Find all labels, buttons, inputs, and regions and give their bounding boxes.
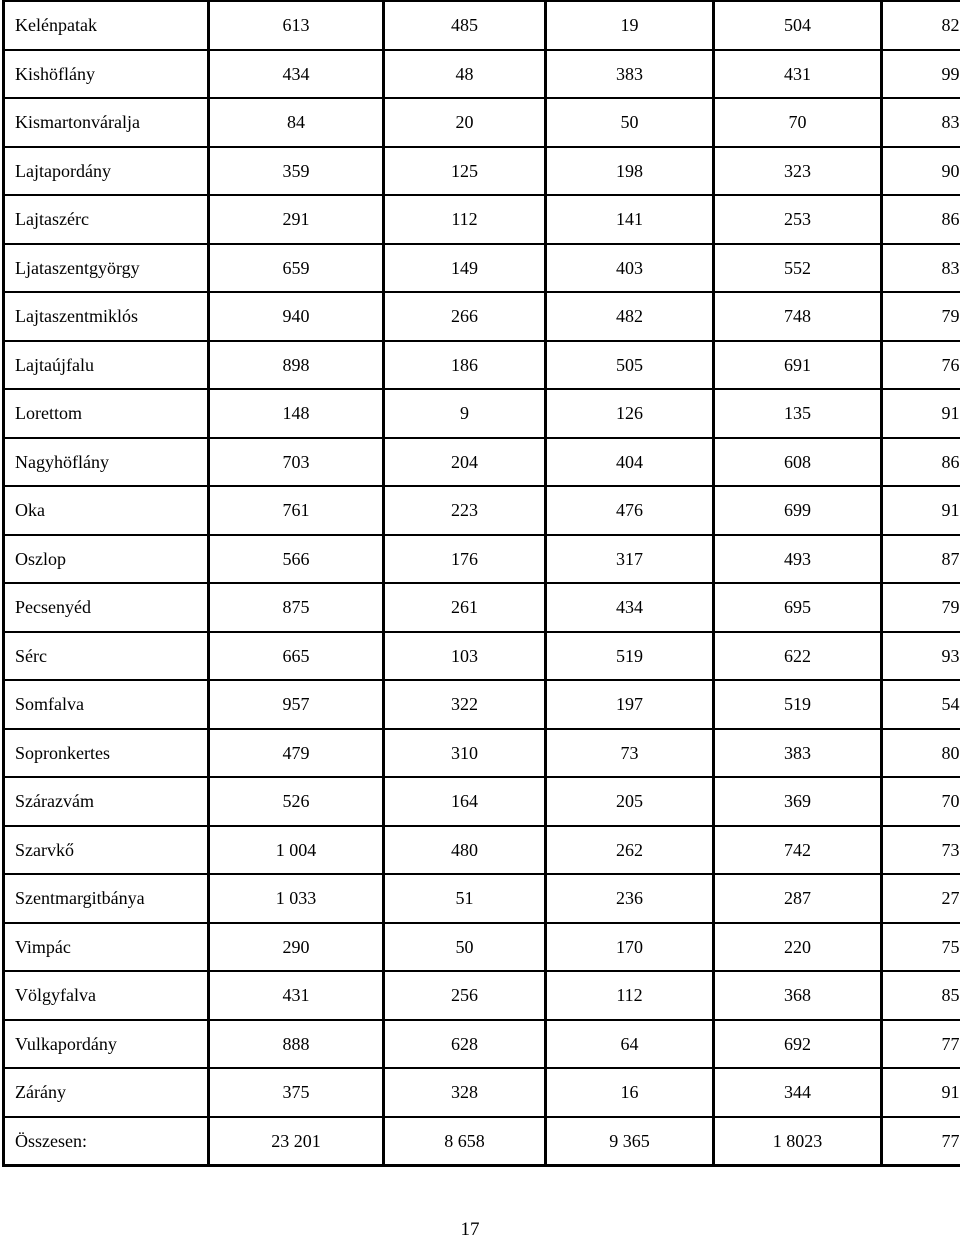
value-col-5-cell: 79	[882, 583, 960, 632]
value-col-3-cell: 505	[546, 341, 714, 390]
value-col-4-cell: 383	[714, 729, 882, 778]
value-col-1-cell: 940	[209, 292, 384, 341]
value-col-3-cell: 482	[546, 292, 714, 341]
value-col-1-cell: 665	[209, 632, 384, 681]
value-col-2-cell: 51	[384, 874, 546, 923]
settlement-name-cell: Nagyhöflány	[4, 438, 209, 487]
settlement-name-cell: Szárazvám	[4, 777, 209, 826]
settlement-name-cell: Lajtaszentmiklós	[4, 292, 209, 341]
value-col-3-cell: 141	[546, 195, 714, 244]
value-col-3-cell: 205	[546, 777, 714, 826]
value-col-1-cell: 148	[209, 389, 384, 438]
table-row	[4, 1020, 960, 1069]
value-col-4-cell: 135	[714, 389, 882, 438]
value-col-4-cell: 70	[714, 98, 882, 147]
value-col-1-cell: 1 033	[209, 874, 384, 923]
table-body	[4, 1, 960, 1166]
value-col-1-cell: 291	[209, 195, 384, 244]
table-row	[4, 583, 960, 632]
value-col-5-cell: 70	[882, 777, 960, 826]
value-col-2-cell: 20	[384, 98, 546, 147]
value-col-3-cell: 262	[546, 826, 714, 875]
value-col-1-cell: 898	[209, 341, 384, 390]
table-row	[4, 729, 960, 778]
settlement-name-cell: Szarvkő	[4, 826, 209, 875]
value-col-3-cell: 9 365	[546, 1117, 714, 1166]
value-col-1-cell: 431	[209, 971, 384, 1020]
value-col-2-cell: 261	[384, 583, 546, 632]
value-col-5-cell: 86	[882, 438, 960, 487]
value-col-1-cell: 957	[209, 680, 384, 729]
value-col-3-cell: 112	[546, 971, 714, 1020]
value-col-2-cell: 176	[384, 535, 546, 584]
value-col-2-cell: 186	[384, 341, 546, 390]
population-table-container	[2, 0, 960, 1167]
value-col-1-cell: 761	[209, 486, 384, 535]
value-col-5-cell: 73	[882, 826, 960, 875]
settlement-name-cell: Lorettom	[4, 389, 209, 438]
value-col-4-cell: 287	[714, 874, 882, 923]
value-col-2-cell: 164	[384, 777, 546, 826]
value-col-5-cell: 77	[882, 1020, 960, 1069]
settlement-name-cell: Szentmargitbánya	[4, 874, 209, 923]
value-col-2-cell: 485	[384, 1, 546, 50]
value-col-4-cell: 220	[714, 923, 882, 972]
value-col-3-cell: 519	[546, 632, 714, 681]
value-col-2-cell: 149	[384, 244, 546, 293]
table-row	[4, 923, 960, 972]
value-col-5-cell: 91	[882, 389, 960, 438]
value-col-5-cell: 79	[882, 292, 960, 341]
settlement-name-cell: Somfalva	[4, 680, 209, 729]
value-col-2-cell: 8 658	[384, 1117, 546, 1166]
value-col-2-cell: 223	[384, 486, 546, 535]
value-col-4-cell: 323	[714, 147, 882, 196]
settlement-name-cell: Oka	[4, 486, 209, 535]
value-col-3-cell: 404	[546, 438, 714, 487]
value-col-2-cell: 628	[384, 1020, 546, 1069]
value-col-5-cell: 93	[882, 632, 960, 681]
value-col-2-cell: 204	[384, 438, 546, 487]
table-row	[4, 971, 960, 1020]
value-col-2-cell: 9	[384, 389, 546, 438]
settlement-name-cell: Pecsenyéd	[4, 583, 209, 632]
value-col-5-cell: 76	[882, 341, 960, 390]
value-col-5-cell: 83	[882, 98, 960, 147]
settlement-name-cell: Ljataszentgyörgy	[4, 244, 209, 293]
value-col-4-cell: 253	[714, 195, 882, 244]
population-table	[2, 0, 960, 1167]
value-col-5-cell: 83	[882, 244, 960, 293]
value-col-4-cell: 1 8023	[714, 1117, 882, 1166]
value-col-2-cell: 322	[384, 680, 546, 729]
value-col-3-cell: 50	[546, 98, 714, 147]
value-col-1-cell: 875	[209, 583, 384, 632]
value-col-3-cell: 476	[546, 486, 714, 535]
value-col-3-cell: 317	[546, 535, 714, 584]
value-col-1-cell: 434	[209, 50, 384, 99]
settlement-name-cell: Vulkapordány	[4, 1020, 209, 1069]
value-col-2-cell: 103	[384, 632, 546, 681]
settlement-name-cell: Lajtaszérc	[4, 195, 209, 244]
value-col-3-cell: 434	[546, 583, 714, 632]
table-row	[4, 874, 960, 923]
settlement-name-cell: Kelénpatak	[4, 1, 209, 50]
value-col-3-cell: 383	[546, 50, 714, 99]
value-col-4-cell: 742	[714, 826, 882, 875]
value-col-5-cell: 91	[882, 486, 960, 535]
table-row	[4, 292, 960, 341]
value-col-1-cell: 888	[209, 1020, 384, 1069]
value-col-2-cell: 112	[384, 195, 546, 244]
value-col-2-cell: 480	[384, 826, 546, 875]
table-row	[4, 147, 960, 196]
value-col-3-cell: 126	[546, 389, 714, 438]
value-col-1-cell: 566	[209, 535, 384, 584]
settlement-name-cell: Összesen:	[4, 1117, 209, 1166]
settlement-name-cell: Vimpác	[4, 923, 209, 972]
table-row	[4, 438, 960, 487]
settlement-name-cell: Zárány	[4, 1068, 209, 1117]
value-col-1-cell: 359	[209, 147, 384, 196]
value-col-4-cell: 369	[714, 777, 882, 826]
value-col-5-cell: 85	[882, 971, 960, 1020]
value-col-1-cell: 479	[209, 729, 384, 778]
value-col-4-cell: 431	[714, 50, 882, 99]
value-col-1-cell: 84	[209, 98, 384, 147]
settlement-name-cell: Sérc	[4, 632, 209, 681]
value-col-3-cell: 16	[546, 1068, 714, 1117]
value-col-5-cell: 99	[882, 50, 960, 99]
page-number: 17	[0, 1219, 940, 1241]
value-col-1-cell: 23 201	[209, 1117, 384, 1166]
value-col-4-cell: 504	[714, 1, 882, 50]
value-col-2-cell: 48	[384, 50, 546, 99]
table-row	[4, 632, 960, 681]
settlement-name-cell: Lajtapordány	[4, 147, 209, 196]
table-row	[4, 680, 960, 729]
value-col-5-cell: 77	[882, 1117, 960, 1166]
value-col-3-cell: 170	[546, 923, 714, 972]
settlement-name-cell: Oszlop	[4, 535, 209, 584]
value-col-2-cell: 256	[384, 971, 546, 1020]
value-col-4-cell: 692	[714, 1020, 882, 1069]
value-col-3-cell: 236	[546, 874, 714, 923]
settlement-name-cell: Lajtaújfalu	[4, 341, 209, 390]
value-col-4-cell: 622	[714, 632, 882, 681]
value-col-1-cell: 703	[209, 438, 384, 487]
table-row	[4, 389, 960, 438]
value-col-2-cell: 266	[384, 292, 546, 341]
value-col-1-cell: 1 004	[209, 826, 384, 875]
settlement-name-cell: Völgyfalva	[4, 971, 209, 1020]
value-col-4-cell: 608	[714, 438, 882, 487]
value-col-3-cell: 403	[546, 244, 714, 293]
value-col-2-cell: 125	[384, 147, 546, 196]
settlement-name-cell: Sopronkertes	[4, 729, 209, 778]
value-col-5-cell: 86	[882, 195, 960, 244]
value-col-5-cell: 90	[882, 147, 960, 196]
table-row	[4, 195, 960, 244]
value-col-5-cell: 80	[882, 729, 960, 778]
value-col-3-cell: 197	[546, 680, 714, 729]
value-col-1-cell: 290	[209, 923, 384, 972]
value-col-5-cell: 91	[882, 1068, 960, 1117]
table-row	[4, 244, 960, 293]
settlement-name-cell: Kishöflány	[4, 50, 209, 99]
table-row	[4, 98, 960, 147]
value-col-3-cell: 73	[546, 729, 714, 778]
settlement-name-cell: Kismartonváralja	[4, 98, 209, 147]
table-row	[4, 341, 960, 390]
table-row	[4, 1068, 960, 1117]
value-col-1-cell: 375	[209, 1068, 384, 1117]
value-col-4-cell: 691	[714, 341, 882, 390]
value-col-4-cell: 344	[714, 1068, 882, 1117]
value-col-5-cell: 27	[882, 874, 960, 923]
value-col-3-cell: 64	[546, 1020, 714, 1069]
value-col-2-cell: 328	[384, 1068, 546, 1117]
value-col-4-cell: 695	[714, 583, 882, 632]
value-col-4-cell: 552	[714, 244, 882, 293]
value-col-1-cell: 526	[209, 777, 384, 826]
value-col-5-cell: 75	[882, 923, 960, 972]
table-row	[4, 50, 960, 99]
value-col-4-cell: 748	[714, 292, 882, 341]
value-col-4-cell: 493	[714, 535, 882, 584]
value-col-1-cell: 659	[209, 244, 384, 293]
table-row	[4, 1, 960, 50]
value-col-4-cell: 368	[714, 971, 882, 1020]
value-col-3-cell: 19	[546, 1, 714, 50]
table-row	[4, 777, 960, 826]
value-col-2-cell: 50	[384, 923, 546, 972]
value-col-5-cell: 87	[882, 535, 960, 584]
value-col-4-cell: 699	[714, 486, 882, 535]
value-col-2-cell: 310	[384, 729, 546, 778]
value-col-3-cell: 198	[546, 147, 714, 196]
value-col-1-cell: 613	[209, 1, 384, 50]
table-row	[4, 486, 960, 535]
value-col-4-cell: 519	[714, 680, 882, 729]
value-col-5-cell: 82	[882, 1, 960, 50]
table-row	[4, 535, 960, 584]
value-col-5-cell: 54	[882, 680, 960, 729]
table-row	[4, 826, 960, 875]
total-row	[4, 1117, 960, 1166]
